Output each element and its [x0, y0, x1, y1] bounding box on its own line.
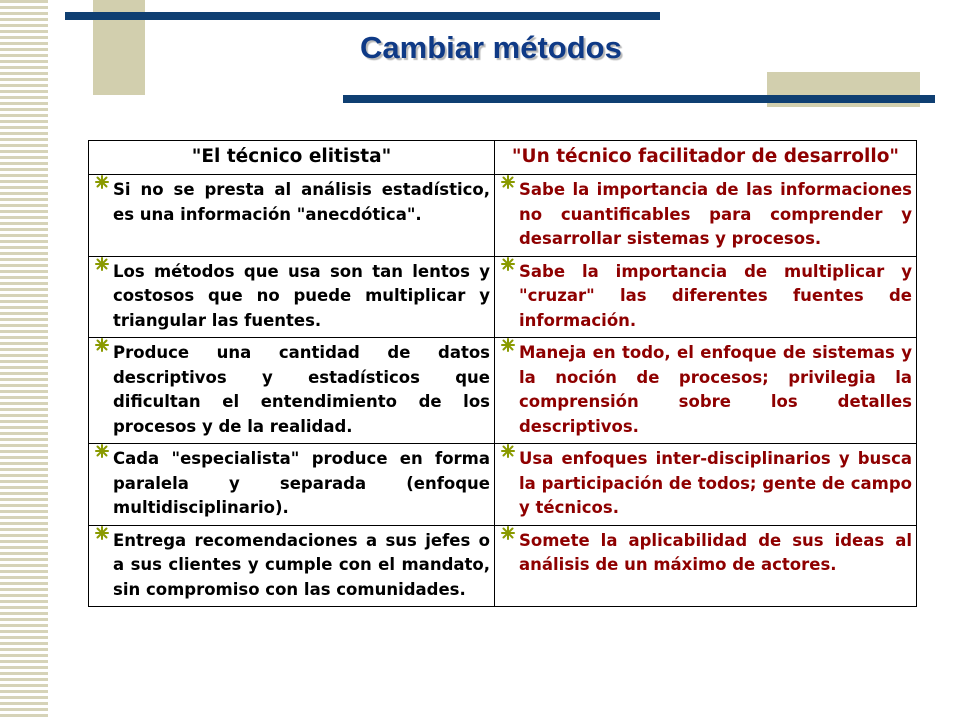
- table-header-row: [89, 141, 917, 175]
- table-row: [89, 256, 917, 338]
- facilitator-cell: [495, 175, 917, 257]
- cell-text: Entrega recomendaciones a sus jefes o a sus clientes y cumple con el mandato, sin compromiso con las comunidades.: [113, 530, 490, 599]
- decorative-line-top: [65, 12, 660, 20]
- table-row: [89, 525, 917, 607]
- asterisk-star-icon: [499, 260, 519, 284]
- cell-text: Somete la aplicabilidad de sus ideas al análisis de un máximo de actores.: [519, 530, 912, 574]
- comparison-table: [88, 140, 917, 607]
- cell-text: Cada "especialista" produce en forma paralela y separada (enfoque multidisciplinario).: [113, 449, 490, 517]
- header-elitist-technician: "El técnico elitista": [89, 141, 495, 175]
- elitist-cell: [89, 444, 495, 526]
- table-row: [89, 444, 917, 526]
- cell-text: Produce una cantidad de datos descriptivos y estadísticos que dificultan el entendimiento de los procesos y de la realidad.: [113, 343, 490, 436]
- decorative-line-bottom: [343, 95, 935, 103]
- asterisk-star-icon: [93, 529, 113, 553]
- elitist-cell: [89, 175, 495, 257]
- facilitator-cell: [495, 256, 917, 338]
- striped-left-margin: [0, 0, 48, 720]
- table-row: [89, 175, 917, 257]
- asterisk-star-icon: [93, 260, 113, 284]
- slide-title: Cambiar métodos: [360, 30, 622, 65]
- header-development-facilitator: "Un técnico facilitador de desarrollo": [495, 141, 917, 175]
- asterisk-star-icon: [93, 341, 113, 365]
- asterisk-star-icon: [499, 178, 519, 202]
- cell-text: Si no se presta al análisis estadístico, es una información "anecdótica".: [113, 180, 490, 224]
- elitist-cell: [89, 256, 495, 338]
- asterisk-star-icon: [93, 447, 113, 471]
- asterisk-star-icon: [499, 447, 519, 471]
- cell-text: Maneja en todo, el enfoque de sistemas y la noción de procesos; privilegia la comprensión sobre los detalles descriptivos.: [519, 343, 912, 436]
- facilitator-cell: [495, 444, 917, 526]
- cell-text: Sabe la importancia de multiplicar y "cruzar" las diferentes fuentes de información.: [519, 261, 912, 330]
- table-row: [89, 338, 917, 444]
- cell-text: Sabe la importancia de las informaciones no cuantificables para comprender y desarrollar sistemas y procesos.: [519, 180, 912, 248]
- asterisk-star-icon: [499, 529, 519, 553]
- cell-text: Los métodos que usa son tan lentos y costosos que no puede multiplicar y triangular las fuentes.: [113, 261, 490, 330]
- cell-text: Usa enfoques inter-disciplinarios y busca la participación de todos; gente de campo y técnicos.: [519, 449, 912, 517]
- facilitator-cell: [495, 525, 917, 607]
- asterisk-star-icon: [499, 341, 519, 365]
- asterisk-star-icon: [93, 178, 113, 202]
- elitist-cell: [89, 525, 495, 607]
- elitist-cell: [89, 338, 495, 444]
- facilitator-cell: [495, 338, 917, 444]
